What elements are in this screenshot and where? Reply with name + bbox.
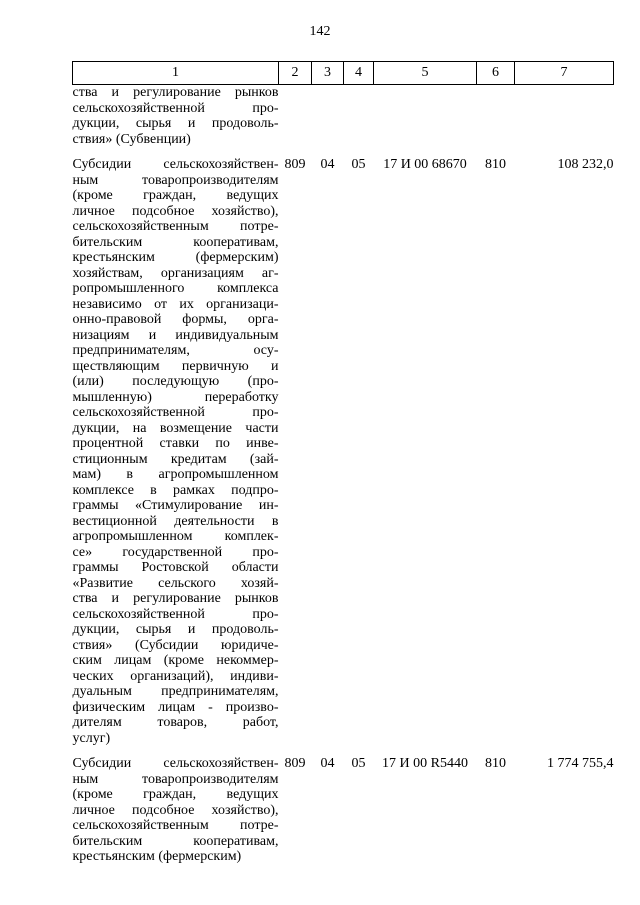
expense-type-cell: 810 — [485, 756, 506, 771]
table-row — [73, 147, 614, 746]
description-line: процентной ставки по инве- — [72, 436, 279, 451]
description-line: предпринимателям, осу- — [72, 343, 279, 358]
header-col-6: 6 — [477, 62, 515, 85]
description-line: агропромышленном комплек- — [72, 529, 279, 544]
description-line: дукции, сырья и продоволь- — [72, 622, 279, 637]
description-line: дителям товаров, работ, — [72, 715, 279, 730]
description-line: бительским кооперативам, — [72, 234, 279, 250]
header-col-3: 3 — [312, 62, 344, 85]
description-line: граммы «Стимулирование ин- — [72, 498, 279, 513]
description-line: се» государственной про- — [72, 544, 279, 560]
description-line: сельскохозяйственной про- — [72, 606, 279, 622]
description-line: сельскохозяйственной про- — [72, 405, 279, 420]
description-line: онно-правовой формы, орга- — [72, 312, 279, 327]
description-line: хозяйствам, организациям аг- — [72, 265, 279, 281]
description-line: низациям и индивидуальным — [72, 327, 279, 343]
target-article-cell: 17 И 00 68670 — [383, 157, 467, 172]
description-line: ропромышленного комплекса — [72, 281, 279, 296]
target-article-cell: 17 И 00 R5440 — [382, 756, 468, 771]
ministry-code-cell: 809 — [284, 157, 306, 172]
budget-table — [72, 61, 614, 865]
description-line: ным товаропроизводителям — [72, 771, 279, 787]
table-row-continuation — [73, 85, 614, 148]
description-line: (кроме граждан, ведущих — [72, 188, 279, 203]
description-line: крестьянским (фермерским) — [72, 250, 279, 265]
description-line: ствия» (Субсидии юридиче- — [72, 637, 279, 653]
description-line: вестиционной деятельности в — [72, 513, 279, 529]
description-line: дуальным предпринимателям, — [72, 684, 279, 699]
description-line: мам) в агропромышленном — [72, 467, 279, 482]
section-code-cell: 04 — [320, 756, 335, 771]
header-col-1: 1 — [73, 62, 279, 85]
description-line: «Развитие сельского хозяй- — [72, 575, 279, 591]
description-line: ствия» (Субвенции) — [72, 131, 191, 147]
description-line: дукции, на возмещение части — [72, 420, 279, 436]
amount-cell: 108 232,0 — [557, 157, 614, 172]
row-description — [73, 147, 279, 746]
description-line: дукции, сырья и продоволь- — [72, 116, 279, 131]
description-line: ским лицам (кроме некоммер- — [72, 653, 279, 668]
page-number: 142 — [309, 24, 331, 39]
header-col-2: 2 — [279, 62, 312, 85]
subsection-code-cell: 05 — [351, 157, 366, 172]
description-line: сельскохозяйственным потре- — [72, 219, 279, 234]
description-line: ным товаропроизводителям — [72, 172, 279, 188]
description-line: Субсидии сельскохозяйствен- — [72, 157, 279, 172]
description-line: независимо от их организаци- — [72, 296, 279, 312]
description-line: услуг) — [72, 730, 111, 746]
amount-cell: 1 774 755,4 — [547, 756, 614, 771]
description-line: (кроме граждан, ведущих — [72, 787, 279, 802]
ministry-code-cell: 809 — [284, 756, 306, 771]
table-row — [73, 746, 614, 865]
description-line: личное подсобное хозяйство), — [72, 203, 279, 219]
description-line: (или) последующую (про- — [72, 374, 279, 389]
description-line: ства и регулирование рынков — [72, 591, 279, 606]
description-line: личное подсобное хозяйство), — [72, 802, 279, 818]
description-line: крестьянским (фермерским) — [72, 849, 242, 864]
description-line: комплексе в рамках подпро- — [72, 482, 279, 498]
row-description — [73, 746, 279, 865]
description-line: Субсидии сельскохозяйствен- — [72, 756, 279, 771]
expense-type-cell: 810 — [485, 157, 506, 172]
table-header-row — [73, 62, 614, 85]
description-line: сельскохозяйственным потре- — [72, 818, 279, 833]
description-line: стиционным кредитам (зай- — [72, 451, 279, 467]
description-line: ческих организаций), индиви- — [72, 668, 279, 684]
header-col-7: 7 — [515, 62, 614, 85]
description-line: ства и регулирование рынков — [72, 85, 279, 100]
description-line: сельскохозяйственной про- — [72, 100, 279, 116]
header-col-4: 4 — [344, 62, 374, 85]
header-col-5: 5 — [374, 62, 477, 85]
description-line: ществляющим первичную и — [72, 358, 279, 374]
section-code-cell: 04 — [320, 157, 335, 172]
description-line: граммы Ростовской области — [72, 560, 279, 575]
description-line: физическим лицам - произво- — [72, 699, 279, 715]
continuation-description — [73, 85, 279, 148]
description-line: мышленную) переработку — [72, 389, 279, 405]
description-line: бительским кооперативам, — [72, 833, 279, 849]
subsection-code-cell: 05 — [351, 756, 366, 771]
